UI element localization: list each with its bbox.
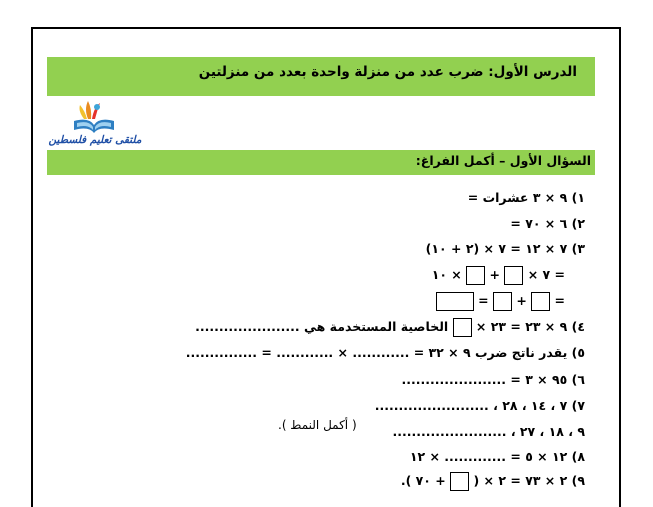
- item-3-step-2-b: +: [516, 293, 527, 308]
- answer-box[interactable]: [436, 292, 474, 311]
- item-3-step-1-c: × ١٠: [431, 267, 462, 282]
- item-3-step-2-c: =: [478, 293, 489, 308]
- item-1: ١) ٩ × ٣ عشرات =: [467, 190, 585, 205]
- lesson-title: الدرس الأول: ضرب عدد من منزلة واحدة بعدد من منزلتين: [198, 64, 577, 80]
- item-9-b: + ٧٠ ).: [400, 473, 446, 488]
- question-title: السؤال الأول – أكمل الفراغ:: [415, 153, 591, 168]
- item-4: [195, 318, 585, 337]
- answer-box[interactable]: [493, 292, 512, 311]
- pattern-note: ( أكمل النمط ).: [278, 418, 357, 432]
- item-3-step-2: [436, 292, 565, 311]
- item-3-step-1-a: = ٧ ×: [527, 267, 565, 282]
- item-9: [401, 472, 585, 491]
- book-logo-icon: [44, 97, 144, 137]
- item-7-b: ٩ ، ١٨ ، ٢٧ ، ........................: [392, 424, 585, 439]
- item-7: ٧) ٧ ، ١٤ ، ٢٨ ، ........................: [374, 398, 585, 413]
- answer-box[interactable]: [466, 266, 485, 285]
- item-5: ٥) يقدر ناتج ضرب ٩ × ٣٢ = ............ × ............ = ...............: [185, 345, 585, 360]
- item-3-step-1-b: +: [489, 267, 500, 282]
- answer-box[interactable]: [453, 318, 472, 337]
- item-8: ٨) ١٢ × ٥ = ............. × ١٢: [409, 449, 585, 464]
- item-3-step-1: [432, 266, 565, 285]
- item-4-a: ٤) ٩ × ٢٣ = ٢٣ ×: [475, 319, 585, 334]
- answer-box[interactable]: [504, 266, 523, 285]
- item-2: ٢) ٦ × ٧٠ =: [510, 216, 585, 231]
- logo-caption: ملتقى تعليم فلسطين: [48, 134, 142, 146]
- answer-box[interactable]: [450, 472, 469, 491]
- item-6: ٦) ٩٥ × ٣ = ......................: [401, 372, 585, 387]
- item-9-a: ٩) ٢ × ٧٣ = ٢ × (: [473, 473, 585, 488]
- item-4-b: الخاصية المستخدمة هي ......................: [195, 319, 449, 334]
- answer-box[interactable]: [531, 292, 550, 311]
- question-banner: [47, 150, 595, 175]
- item-3-step-2-a: =: [554, 293, 565, 308]
- lesson-title-banner: [47, 57, 595, 96]
- item-3: ٣) ٧ × ١٢ = ٧ × (٢ + ١٠): [425, 241, 585, 256]
